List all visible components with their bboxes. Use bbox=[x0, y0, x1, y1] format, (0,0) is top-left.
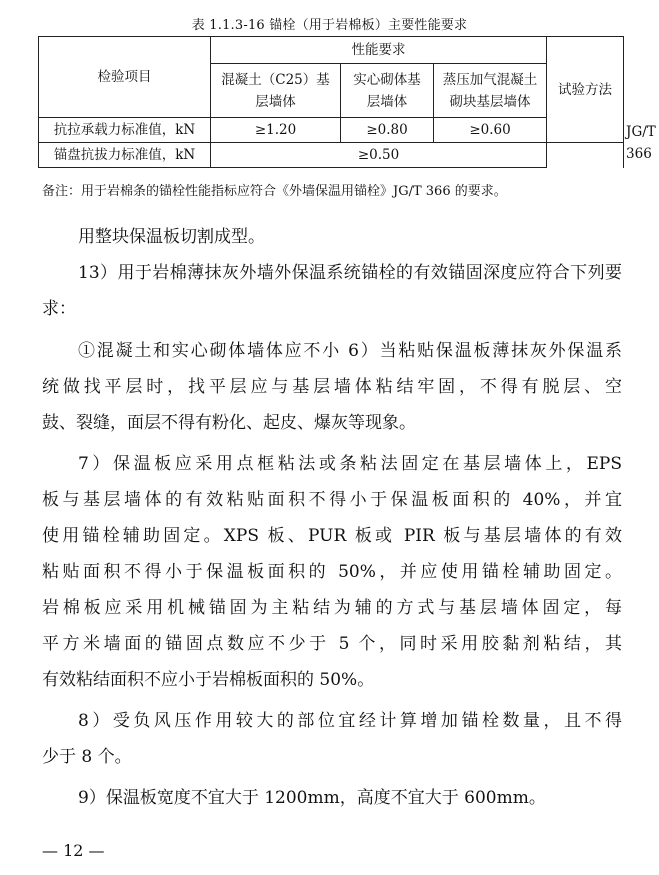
header-col-concrete-line1: 混凝土（C25）基 bbox=[221, 71, 330, 88]
row-tensile-aerated: ≥0.60 bbox=[434, 118, 547, 143]
paragraph-7-line3: 使用锚栓辅助固定。XPS 板、PUR 板或 PIR 板与基层墙体的有效 bbox=[42, 526, 622, 546]
header-col-aerated bbox=[434, 64, 547, 118]
paragraph-7-line1: 7）保温板应采用点框粘法或条粘法固定在基层墙体上，EPS bbox=[78, 454, 622, 474]
paragraph-13-line1: 13）用于岩棉薄抹灰外墙外保温系统锚栓的有效锚固深度应符合下列要 bbox=[78, 263, 622, 283]
header-col-concrete bbox=[211, 64, 341, 118]
table-note: 备注：用于岩棉条的锚栓性能指标应符合《外墙保温用锚栓》JG/T 366 的要求。 bbox=[42, 184, 507, 199]
header-col-masonry-line2: 层墙体 bbox=[366, 93, 408, 110]
paragraph-7-line7: 有效粘结面积不应小于岩棉板面积的 50%。 bbox=[42, 670, 375, 690]
paragraph-6-line3: 鼓、裂缝，面层不得有粉化、起皮、爆灰等现象。 bbox=[42, 413, 416, 433]
header-method: 试验方法 bbox=[547, 37, 624, 143]
header-performance: 性能要求 bbox=[211, 37, 547, 64]
row-pullout-value: ≥0.50 bbox=[211, 143, 547, 168]
paragraph-7-line2: 板与基层墙体的有效粘贴面积不得小于保温板面积的 40%，并宜 bbox=[42, 490, 622, 510]
row-tensile-masonry: ≥0.80 bbox=[341, 118, 434, 143]
row-tensile-label: 抗拉承载力标准值，kN bbox=[39, 118, 211, 143]
row-tensile-concrete: ≥1.20 bbox=[211, 118, 341, 143]
paragraph-8-line1: 8）受负风压作用较大的部位宜经计算增加锚栓数量，且不得 bbox=[78, 711, 622, 731]
page-number: — 12 — bbox=[42, 841, 105, 860]
performance-table: 检验项目 性能要求 试验方法 混凝土（C25）基 层墙体 实心砌体基 层墙体 蒸压加气混凝土 砌块基层墙体 抗拉承载力标准值，kN ≥1.20 ≥0.80 ≥0.60 JG/T 366 锚盘抗拔力标准值，kN ≥0.50 bbox=[38, 36, 624, 168]
paragraph-13-line2: 求： bbox=[42, 299, 76, 319]
paragraph-7-line4: 粘贴面积不得小于保温板面积的 50%，并应使用锚栓辅助固定。 bbox=[42, 562, 622, 582]
header-col-masonry-line1: 实心砌体基 bbox=[353, 71, 421, 88]
header-col-masonry bbox=[341, 64, 434, 118]
header-item: 检验项目 bbox=[39, 37, 211, 118]
paragraph-6-line1: ①混凝土和实心砌体墙体应不小 6）当粘贴保温板薄抹灰外保温系 bbox=[78, 341, 622, 361]
header-col-concrete-line2: 层墙体 bbox=[255, 93, 296, 110]
table-caption: 表 1.1.3-16 锚栓（用于岩棉板）主要性能要求 bbox=[191, 18, 468, 33]
paragraph-9-line1: 9）保温板宽度不宜大于 1200mm，高度不宜大于 600mm。 bbox=[78, 788, 546, 808]
paragraph-6-line2: 统做找平层时，找平层应与基层墙体粘结牢固，不得有脱层、空 bbox=[42, 377, 622, 397]
paragraph-7-line5: 岩棉板应采用机械锚固为主粘结为辅的方式与基层墙体固定，每 bbox=[42, 598, 622, 618]
paragraph-8-line2: 少于 8 个。 bbox=[42, 747, 132, 767]
row-pullout-label: 锚盘抗拔力标准值，kN bbox=[39, 143, 211, 168]
paragraph-7-line6: 平方米墙面的锚固点数应不少于 5 个，同时采用胶黏剂粘结，其 bbox=[42, 634, 622, 654]
paragraph-1: 用整块保温板切割成型。 bbox=[78, 227, 265, 247]
header-col-aerated-line2: 砌块基层墙体 bbox=[449, 93, 531, 110]
header-col-aerated-line1: 蒸压加气混凝土 bbox=[442, 71, 538, 88]
